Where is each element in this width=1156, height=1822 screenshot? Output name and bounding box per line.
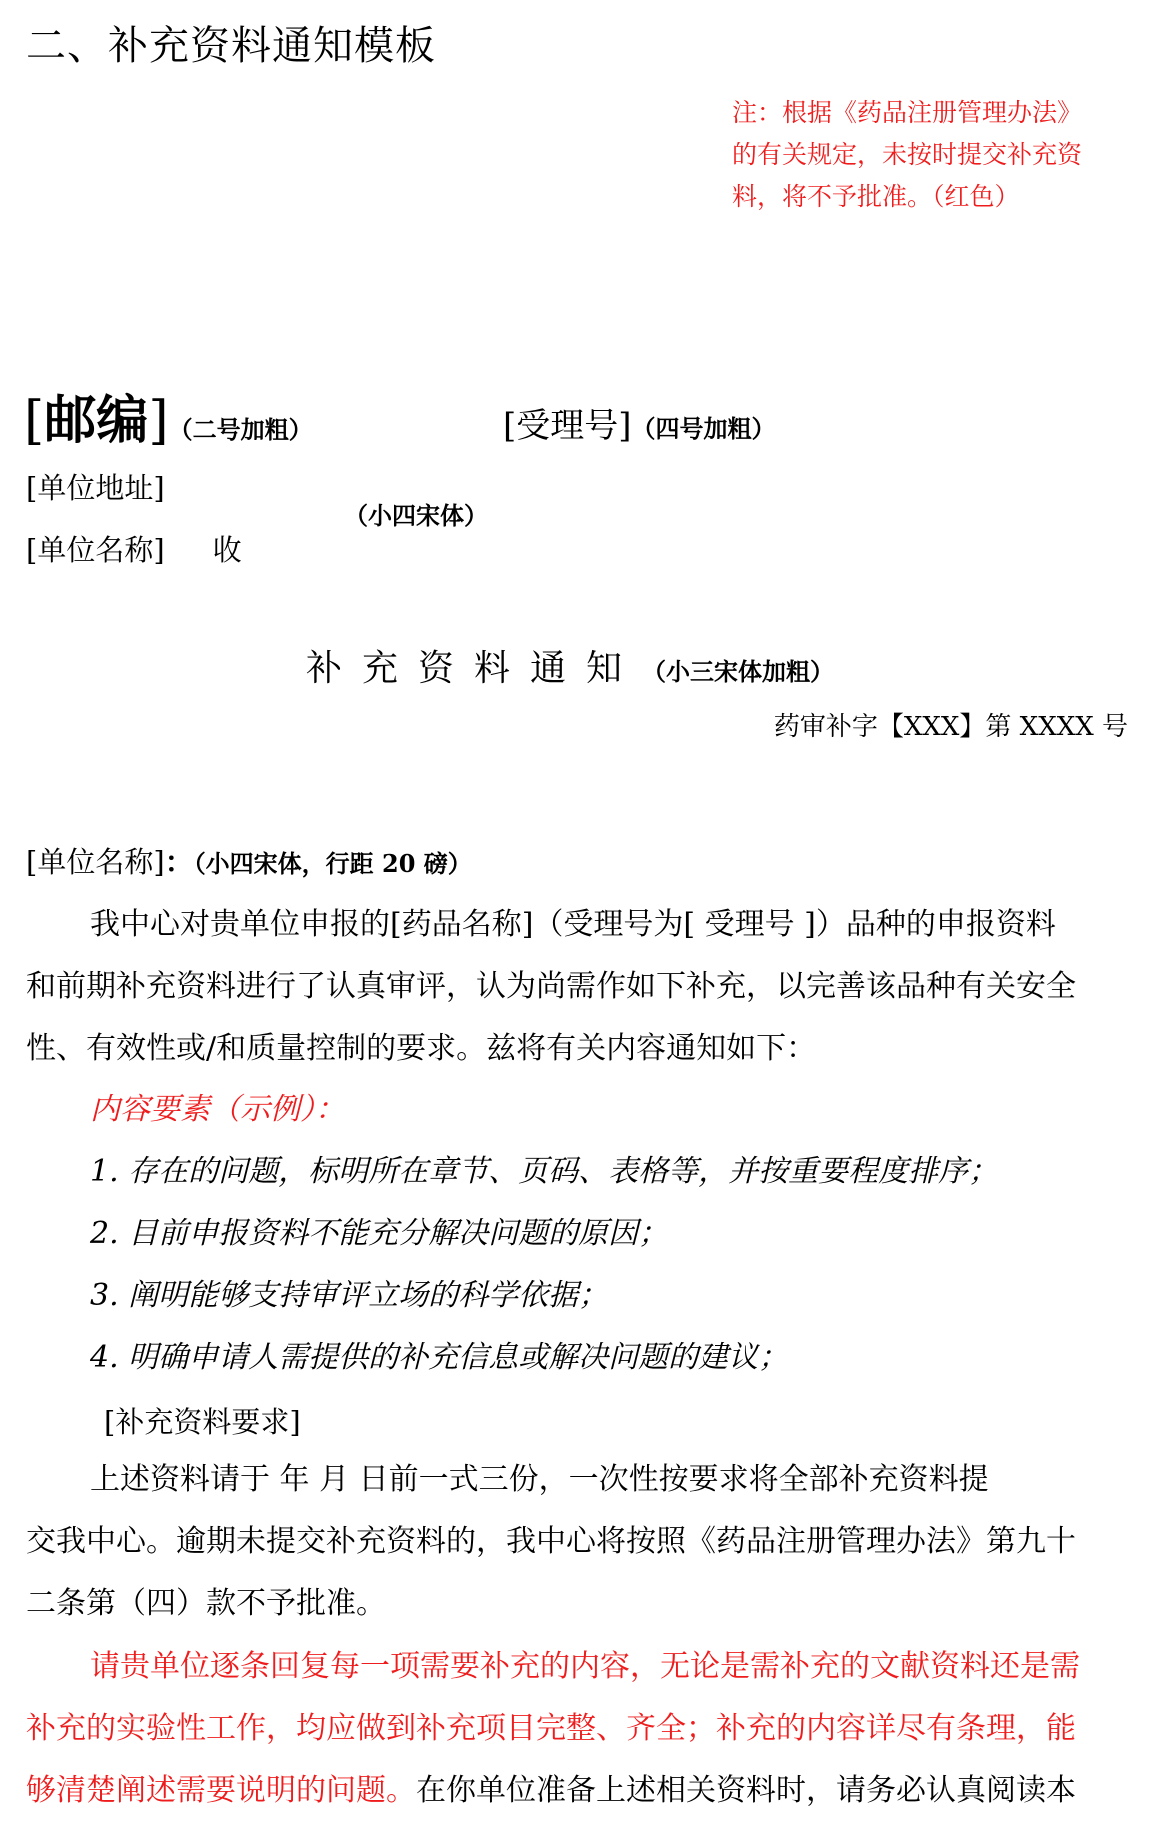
unit-name-field: [单位名称] 收: [26, 533, 242, 567]
receive-text: 收: [212, 533, 242, 567]
notice-title-text: 补充资料通知: [306, 648, 643, 689]
document-number: 药审补字【XXX】第 XXXX 号: [773, 712, 1128, 742]
acceptance-format-hint: （四号加粗）: [631, 414, 776, 443]
element-item: 2. 目前申报资料不能充分解决问题的原因；: [90, 1216, 669, 1251]
intro-paragraph: [26, 894, 1130, 1080]
postcode-field: [邮编]（二号加粗）: [24, 390, 313, 451]
requirements-heading-label: 补充资料要求: [115, 1405, 290, 1439]
paragraph-line: 二条第（四）款不予批准。: [26, 1586, 386, 1621]
element-item: 4. 明确申请人需提供的补充信息或解决问题的建议；: [90, 1340, 789, 1375]
reply-paragraph: [26, 1636, 1130, 1822]
paragraph-red-segment: 够清楚阐述需要说明的问题。: [26, 1773, 416, 1808]
salutation-colon: ：: [164, 845, 194, 879]
notice-title-format-hint: （小三宋体加粗）: [642, 657, 835, 686]
paragraph-line: 上述资料请于 年 月 日前一式三份，一次性按要求将全部补充资料提: [90, 1462, 989, 1497]
paragraph-line: 请贵单位逐条回复每一项需要补充的内容，无论是需补充的文献资料还是需: [90, 1649, 1080, 1684]
salutation: [单位名称]：（小四宋体，行距 20 磅）: [26, 845, 472, 879]
paragraph-line: 补充的实验性工作，均应做到补充项目完整、齐全；补充的内容详尽有条理，能: [26, 1711, 1076, 1746]
salutation-label: 单位名称: [37, 845, 154, 879]
note-line: 料，将不予批准。（红色）: [732, 182, 1020, 211]
paragraph-line: [26, 1760, 1130, 1822]
element-item: 1. 存在的问题，标明所在章节、页码、表格等，并按重要程度排序；: [90, 1154, 999, 1189]
notice-title: [306, 640, 834, 691]
paragraph-line: 我中心对贵单位申报的[药品名称]（受理号为[ 受理号 ]）品种的申报资料: [90, 907, 1056, 942]
elements-heading: 内容要素（示例）：: [90, 1092, 345, 1127]
unit-address-field: [单位地址]: [26, 471, 165, 505]
unit-address-label: 单位地址: [37, 471, 154, 505]
element-item: 3. 阐明能够支持审评立场的科学依据；: [90, 1278, 609, 1313]
paragraph-line: 和前期补充资料进行了认真审评，认为尚需作如下补充，以完善该品种有关安全: [26, 969, 1076, 1004]
postcode-label: 邮编: [44, 390, 149, 451]
paragraph-line: 性、有效性或/和质量控制的要求。兹将有关内容通知如下：: [26, 1031, 817, 1066]
acceptance-label: 受理号: [516, 406, 619, 446]
note-line: 的有关规定，未按时提交补充资: [732, 140, 1083, 169]
red-note: [732, 92, 1142, 218]
address-font-hint: （小四宋体）: [344, 501, 488, 530]
paragraph-line: 交我中心。逾期未提交补充资料的，我中心将按照《药品注册管理办法》第九十: [26, 1524, 1076, 1559]
note-line: 注：根据《药品注册管理办法》: [732, 98, 1083, 127]
salutation-format-hint: （小四宋体，行距 20 磅）: [193, 849, 472, 878]
postcode-format-hint: （二号加粗）: [168, 415, 313, 444]
requirements-heading: [补充资料要求]: [104, 1405, 301, 1439]
acceptance-number-field: [受理号]（四号加粗）: [503, 406, 776, 446]
paragraph-black-segment: 在你单位准备上述相关资料时，请务必认真阅读本: [416, 1773, 1076, 1808]
section-heading: 二、补充资料通知模板: [26, 23, 436, 69]
deadline-paragraph: [26, 1449, 1130, 1635]
unit-name-label: 单位名称: [37, 533, 154, 567]
